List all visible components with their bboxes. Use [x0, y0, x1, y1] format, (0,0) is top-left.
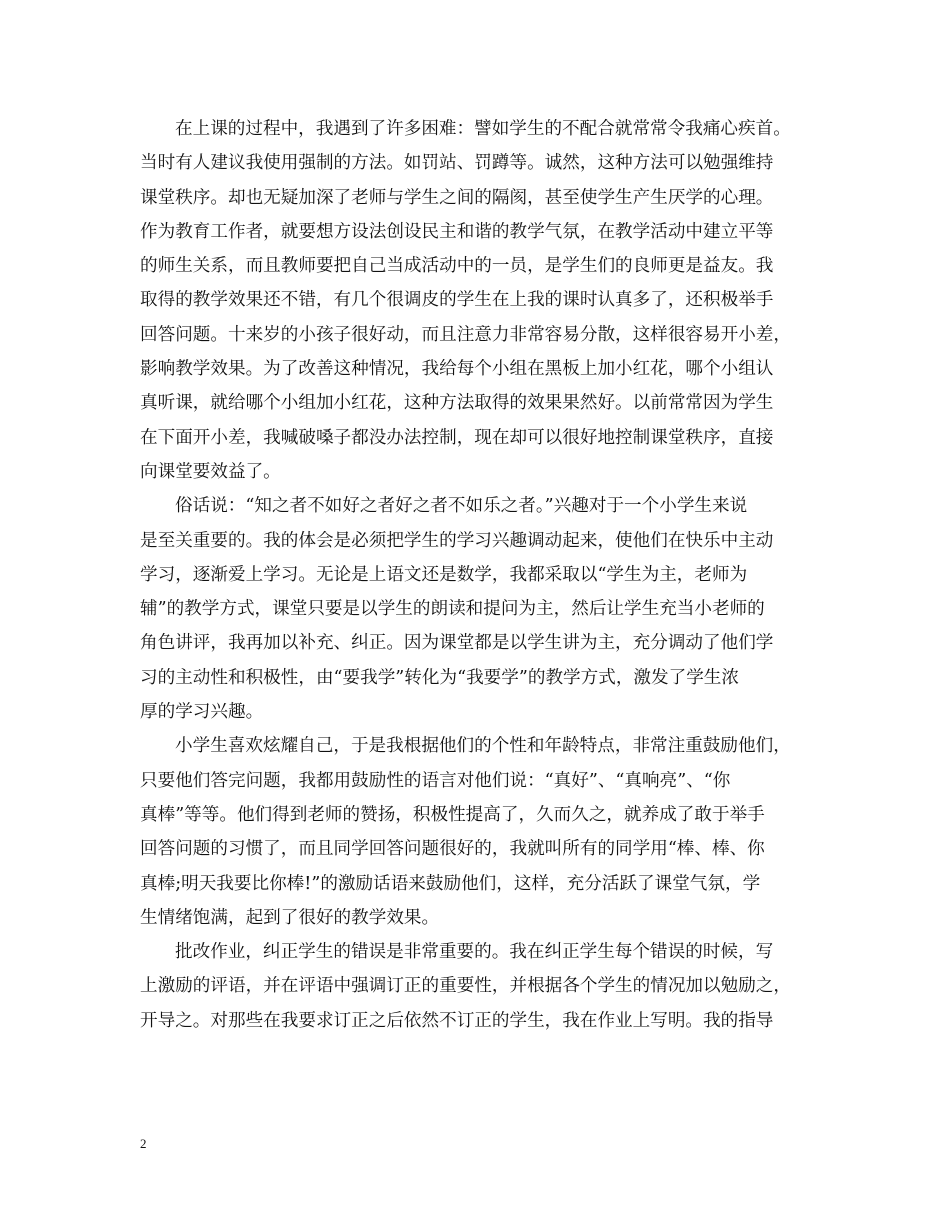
paragraph-line: 上激励的评语，并在评语中强调订正的重要性，并根据各个学生的情况加以勉励之，: [140, 976, 791, 997]
paragraph-line: 真棒;明天我要比你棒!”的激励话语来鼓励他们，这样，充分活跃了课堂气氛，学: [140, 873, 761, 894]
paragraph-line: 生情绪饱满，起到了很好的教学效果。: [140, 907, 440, 928]
paragraph-line: 取得的教学效果还不错，有几个很调皮的学生在上我的课时认真多了，还积极举手: [140, 290, 774, 311]
paragraph-line: 是至关重要的。我的体会是必须把学生的学习兴趣调动起来，使他们在快乐中主动: [140, 530, 774, 551]
paragraph-line: 辅”的教学方式，课堂只要是以学生的朗读和提问为主，然后让学生充当小老师的: [140, 599, 765, 620]
paragraph-line: 开导之。对那些在我要求订正之后依然不订正的学生，我在作业上写明。我的指导: [140, 1010, 774, 1031]
paragraph-line: 厚的学习兴趣。: [140, 702, 264, 723]
paragraph-line: 向课堂要效益了。: [140, 461, 281, 482]
paragraph-line: 当时有人建议我使用强制的方法。如罚站、罚蹲等。诚然，这种方法可以勉强维持: [140, 153, 774, 174]
body-text: [140, 112, 820, 1038]
paragraph-first-line: 批改作业，纠正学生的错误是非常重要的。我在纠正学生每个错误的时候，写: [175, 942, 774, 963]
paragraph-first-line: 俗话说：“知之者不如好之者好之者不如乐之者。”兴趣对于一个小学生来说: [175, 496, 748, 517]
paragraph-line: 角色讲评，我再加以补充、纠正。因为课堂都是以学生讲为主，充分调动了他们学: [140, 633, 774, 654]
paragraph-line: 习的主动性和积极性，由“要我学”转化为“我要学”的教学方式，激发了学生浓: [140, 667, 739, 688]
paragraph-line: 学习，逐渐爱上学习。无论是上语文还是数学，我都采取以“学生为主，老师为: [140, 564, 748, 585]
paragraph-line: 影响教学效果。为了改善这种情况，我给每个小组在黑板上加小红花，哪个小组认: [140, 359, 774, 380]
paragraph-line: 只要他们答完问题，我都用鼓励性的语言对他们说：“真好”、“真响亮”、“你: [140, 770, 731, 791]
paragraph-line: 课堂秩序。却也无疑加深了老师与学生之间的隔阂，甚至使学生产生厌学的心理。: [140, 187, 774, 208]
paragraph-line: 回答问题的习惯了，而且同学回答问题很好的，我就叫所有的同学用“棒、棒、你: [140, 839, 765, 860]
paragraph-line: 作为教育工作者，就要想方设法创设民主和谐的教学气氛，在教学活动中建立平等: [140, 221, 774, 242]
paragraph-first-line: 在上课的过程中，我遇到了许多困难：譬如学生的不配合就常常令我痛心疾首。: [175, 119, 791, 139]
page-number: 2: [140, 1136, 147, 1151]
paragraph-line: 真听课，就给哪个小组加小红花，这种方法取得的效果果然好。以前常常因为学生: [140, 393, 774, 414]
paragraph-line: 的师生关系，而且教师要把自己当成活动中的一员，是学生们的良师更是益友。我: [140, 256, 774, 277]
paragraph-line: 在下面开小差，我喊破嗓子都没办法控制，现在却可以很好地控制课堂秩序，直接: [140, 427, 774, 448]
paragraph-first-line: 小学生喜欢炫耀自己，于是我根据他们的个性和年龄特点，非常注重鼓励他们，: [175, 736, 791, 757]
paragraph-line: 回答问题。十来岁的小孩子很好动，而且注意力非常容易分散，这样很容易开小差，: [140, 324, 791, 345]
paragraph-line: 真棒”等等。他们得到老师的赞扬，积极性提高了，久而久之，就养成了敢于举手: [140, 804, 765, 825]
